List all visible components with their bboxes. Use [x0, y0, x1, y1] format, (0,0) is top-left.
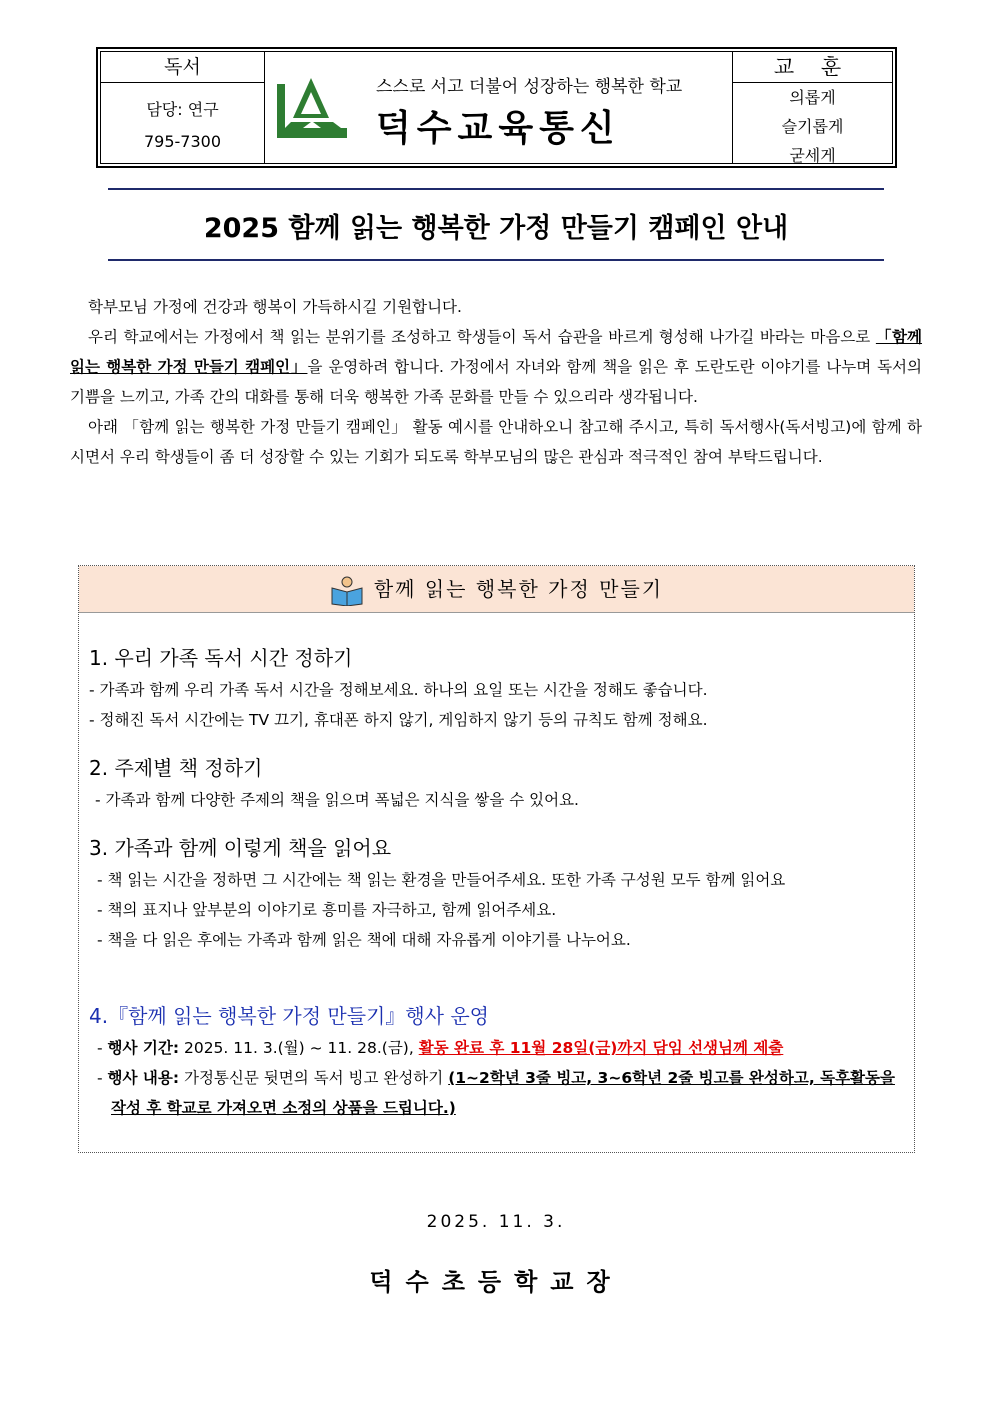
- list-item: - 책의 표지나 앞부분의 이야기로 흥미를 자극하고, 함께 읽어주세요.: [97, 901, 557, 919]
- intro-text: [70, 292, 922, 472]
- section-3-title: 3. 가족과 함께 이렇게 책을 읽어요: [89, 836, 392, 860]
- section-1-title: 1. 우리 가족 독서 시간 정하기: [89, 646, 353, 670]
- submission-deadline: 활동 완료 후 11월 28일(금)까지 담임 선생님께 제출: [418, 1039, 784, 1057]
- issue-date: 2025. 11. 3.: [426, 1212, 566, 1232]
- intro-paragraph-2: 우리 학교에서는 가정에서 책 읽는 분위기를 조성하고 학생들이 독서 습관을 바르게 형성해 나가길 바라는 마음으로 「함께 읽는 행복한 가정 만들기 캠페인」을 운영하려 합니다. 가정에서 자녀와 함께 책을 읽은 후 도란도란 이야기를 나누며 독서의 기쁨을 느끼고, 가족 간의 대화를 통해 더욱 행복한 가족 문화를 만들 수 있으리라 생각됩니다.: [70, 328, 923, 406]
- section-4-title: 4.『함께 읽는 행복한 가정 만들기』행사 운영: [89, 1004, 489, 1028]
- event-content: - 행사 내용: 가정통신문 뒷면의 독서 빙고 완성하기 (1~2학년 3줄 빙고, 3~6학년 2줄 빙고를 완성하고, 독후활동을 작성 후 학교로 가져오면 소정의 상품을 드립니다.): [97, 1069, 895, 1117]
- motto-item: 굳세게: [789, 146, 836, 165]
- list-item: - 정해진 독서 시간에는 TV 끄기, 휴대폰 하지 않기, 게임하지 않기 등의 규칙도 함께 정해요.: [89, 711, 708, 729]
- section-3: [89, 832, 904, 955]
- activity-box: [78, 565, 915, 1153]
- newsletter-title: 덕수교육통신: [376, 108, 621, 149]
- intro-paragraph-3: 아래 「함께 읽는 행복한 가정 만들기 캠페인」 활동 예시를 안내하오니 참고해 주시고, 특히 독서행사(독서빙고)에 함께 하시면서 우리 학생들이 좀 더 성장할 수 있는 기회가 되도록 학부모님의 많은 관심과 적극적인 참여 부탁드립니다.: [70, 418, 922, 466]
- campaign-name: 「함께 읽는 행복한 가정 만들기 캠페인」: [70, 328, 923, 376]
- motto-item: 의롭게: [789, 88, 836, 107]
- school-motto-label: 교 훈: [733, 52, 892, 83]
- title-rule-bottom: [108, 259, 884, 261]
- contact-phone: 795-7300: [143, 132, 222, 151]
- document-title: 2025 함께 읽는 행복한 가정 만들기 캠페인 안내: [203, 213, 789, 244]
- book-reading-icon: [330, 576, 364, 606]
- activity-box-heading: [79, 566, 914, 613]
- event-period: - 행사 기간: 2025. 11. 3.(월) ~ 11. 28.(금), 활동 완료 후 11월 28일(금)까지 담임 선생님께 제출: [97, 1039, 784, 1057]
- school-motto-cell: [732, 52, 892, 163]
- school-logo-icon: [271, 74, 351, 146]
- section-2: [89, 752, 904, 815]
- section-label: 독서: [101, 52, 264, 83]
- list-item: - 책을 다 읽은 후에는 가족과 함께 읽은 책에 대해 자유롭게 이야기를 나누어요.: [97, 931, 631, 949]
- intro-paragraph-1: 학부모님 가정에 건강과 행복이 가득하시길 기원합니다.: [88, 298, 462, 316]
- bingo-rules: (1~2학년 3줄 빙고, 3~6학년 2줄 빙고를 완성하고, 독후활동을 작성 후 학교로 가져오면 소정의 상품을 드립니다.): [111, 1069, 895, 1117]
- newsletter-header: [96, 47, 897, 168]
- school-motto: 스스로 서고 더불어 성장하는 행복한 학교: [376, 77, 683, 97]
- list-item: - 책 읽는 시간을 정하면 그 시간에는 책 읽는 환경을 만들어주세요. 또한 가족 구성원 모두 함께 읽어요: [97, 871, 786, 889]
- list-item: - 가족과 함께 우리 가족 독서 시간을 정해보세요. 하나의 요일 또는 시간을 정해도 좋습니다.: [89, 681, 708, 699]
- section-1: [89, 642, 904, 735]
- section-4: [89, 1000, 904, 1123]
- contact-person: 담당: 연구: [146, 100, 219, 119]
- activity-box-title: 함께 읽는 행복한 가정 만들기: [373, 577, 664, 601]
- signer: 덕수초등학교장: [369, 1268, 623, 1296]
- contact-cell: [101, 52, 265, 163]
- motto-item: 슬기롭게: [781, 117, 844, 136]
- title-rule-top: [108, 188, 884, 190]
- list-item: - 가족과 함께 다양한 주제의 책을 읽으며 폭넓은 지식을 쌓을 수 있어요.: [95, 791, 579, 809]
- section-2-title: 2. 주제별 책 정하기: [89, 756, 263, 780]
